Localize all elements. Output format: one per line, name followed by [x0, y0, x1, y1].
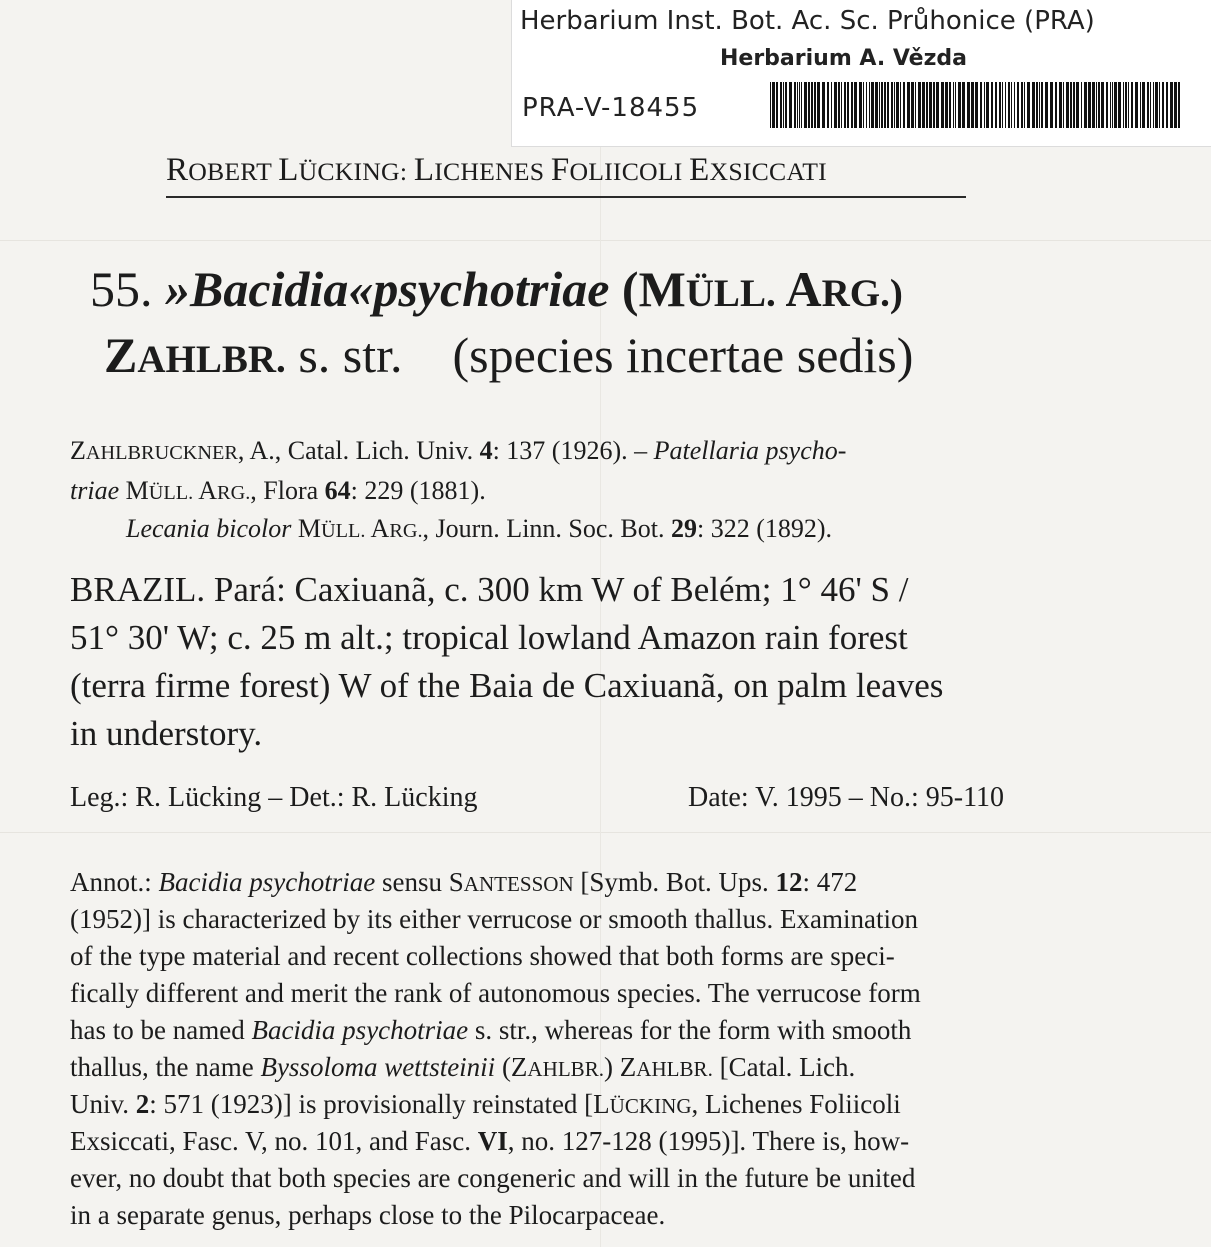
barcode-bar	[1118, 82, 1121, 128]
barcode-bar	[879, 82, 880, 128]
annotation-line: (1952)] is characterized by its either verrucose or smooth thallus. Examination	[70, 904, 918, 934]
barcode-bar	[971, 82, 974, 128]
date-number: Date: V. 1995 – No.: 95-110	[688, 782, 1005, 813]
barcode-bar	[1112, 82, 1113, 128]
barcode-bar	[814, 82, 816, 128]
series-title: ROBERT LÜCKING: LICHENES FOLIICOLI EXSICCATI	[166, 152, 827, 188]
annotation-line: fically different and merit the rank of autonomous species. The verrucose form	[70, 978, 921, 1008]
citation-line: ZAHLBRUCKNER, A., Catal. Lich. Univ. 4: 137 (1926). – Patellaria psycho-	[70, 436, 847, 465]
barcode-bar	[1081, 82, 1082, 128]
citation-line: Lecania bicolor MÜLL. ARG., Journ. Linn. Soc. Bot. 29: 322 (1892).	[126, 514, 833, 543]
barcode-bar	[984, 82, 985, 128]
barcode-bar	[891, 82, 893, 128]
barcode-bar	[911, 82, 914, 128]
barcode-bar	[903, 82, 905, 128]
barcode-bar	[808, 82, 810, 128]
barcode-bar	[1170, 82, 1173, 128]
barcode-bar	[797, 82, 798, 128]
barcode-bar	[859, 82, 862, 128]
barcode-bar	[922, 82, 925, 128]
barcode-bar	[1036, 82, 1038, 128]
barcode-bar	[986, 82, 989, 128]
barcode-bar	[822, 82, 825, 128]
annotation-line: thallus, the name Byssoloma wettsteinii (ZAHLBR.) ZAHLBR. [Catal. Lich.	[70, 1052, 856, 1082]
barcode-bar	[926, 82, 928, 128]
annotation-line: ever, no doubt that both species are congeneric and will in the future be united	[70, 1163, 916, 1193]
barcode-bar	[783, 82, 784, 128]
barcode-bar	[854, 82, 857, 128]
barcode-bar	[847, 82, 849, 128]
barcode-bar	[804, 82, 807, 128]
paper-fold-line	[0, 240, 1211, 241]
barcode-bar	[1070, 82, 1072, 128]
barcode-bar	[1092, 82, 1095, 128]
barcode-bar	[1096, 82, 1097, 128]
herbarium-name: Herbarium A. Vězda	[720, 46, 968, 71]
barcode-bar	[875, 82, 878, 128]
barcode-bar	[936, 82, 939, 128]
barcode-bar	[1147, 82, 1149, 128]
barcode-bar	[1131, 82, 1133, 128]
exsiccata-number: 55.	[90, 261, 165, 317]
barcode-bar	[907, 82, 910, 128]
barcode-bar	[770, 82, 771, 128]
barcode-bar	[918, 82, 921, 128]
barcode-bar	[1101, 82, 1104, 128]
barcode-bar	[980, 82, 982, 128]
barcode-bar	[967, 82, 970, 128]
locality-line: (terra firme forest) W of the Baia de Caxiuanã, on palm leaves	[70, 666, 944, 705]
barcode-bar	[844, 82, 846, 128]
barcode-bar	[838, 82, 840, 128]
annotation-line: of the type material and recent collections showed that both forms are speci-	[70, 941, 895, 971]
barcode-bar	[945, 82, 948, 128]
barcode-bar	[1014, 82, 1015, 128]
herbarium-sticker	[511, 0, 1211, 147]
barcode-bar	[1055, 82, 1057, 128]
annotation-line: has to be named Bacidia psychotriae s. str., whereas for the form with smooth	[70, 1015, 912, 1045]
species-title-line2: ZAHLBR. s. str. (species incertae sedis)	[104, 327, 914, 383]
barcode-bar	[991, 82, 993, 128]
barcode-bar	[896, 82, 899, 128]
barcode-bar	[962, 82, 965, 128]
barcode-bar	[780, 82, 782, 128]
specimen-id: PRA-V-18455	[522, 93, 700, 123]
barcode-bar	[1041, 82, 1043, 128]
barcode-bar	[941, 82, 944, 128]
barcode-bar	[817, 82, 820, 128]
barcode-bar	[894, 82, 895, 128]
barcode-bar	[1178, 82, 1180, 128]
barcode-icon	[770, 82, 1182, 128]
locality-line: 51° 30' W; c. 25 m alt.; tropical lowland Amazon rain forest	[70, 618, 908, 657]
barcode-bar	[881, 82, 883, 128]
species-title-line1: 55. »Bacidia«psychotriae (MÜLL. ARG.)	[90, 261, 903, 317]
barcode-bar	[1021, 82, 1023, 128]
barcode-bar	[1066, 82, 1069, 128]
genus-name: »Bacidia«	[165, 261, 374, 317]
barcode-bar	[851, 82, 853, 128]
barcode-bar	[1135, 82, 1138, 128]
barcode-bar	[999, 82, 1001, 128]
species-epithet: psychotriae	[373, 261, 622, 317]
barcode-bar	[1123, 82, 1124, 128]
barcode-bar	[955, 82, 956, 128]
barcode-bar	[869, 82, 870, 128]
barcode-bar	[915, 82, 916, 128]
barcode-bar	[811, 82, 813, 128]
barcode-bar	[1088, 82, 1091, 128]
barcode-bar	[1063, 82, 1064, 128]
barcode-bar	[929, 82, 932, 128]
citation-line: triae MÜLL. ARG., Flora 64: 229 (1881).	[70, 476, 486, 505]
barcode-bar	[1039, 82, 1040, 128]
barcode-bar	[1142, 82, 1145, 128]
annotation-line: in a separate genus, perhaps close to the Pilocarpaceae.	[70, 1200, 666, 1230]
annotation-line: Exsiccati, Fasc. V, no. 101, and Fasc. VI, no. 127-128 (1995)]. There is, how-	[70, 1126, 910, 1156]
barcode-bar	[1084, 82, 1087, 128]
barcode-bar	[799, 82, 800, 128]
barcode-bar	[1128, 82, 1129, 128]
barcode-bar	[933, 82, 935, 128]
locality-line: BRAZIL. Pará: Caxiuanã, c. 300 km W of Belém; 1° 46' S /	[70, 570, 909, 609]
barcode-bar	[834, 82, 837, 128]
barcode-bar	[1059, 82, 1062, 128]
barcode-bar	[1150, 82, 1151, 128]
barcode-bar	[1125, 82, 1127, 128]
barcode-bar	[1045, 82, 1048, 128]
barcode-bar	[1159, 82, 1160, 128]
barcode-bar	[975, 82, 978, 128]
barcode-bar	[789, 82, 792, 128]
barcode-bar	[1005, 82, 1006, 128]
barcode-bar	[1110, 82, 1111, 128]
barcode-bar	[794, 82, 796, 128]
annotation-line: Annot.: Bacidia psychotriae sensu SANTESSON [Symb. Bot. Ups. 12: 472	[70, 867, 858, 897]
barcode-bar	[827, 82, 829, 128]
barcode-bar	[1174, 82, 1177, 128]
barcode-bar	[871, 82, 874, 128]
barcode-bar	[1155, 82, 1158, 128]
barcode-bar	[1002, 82, 1003, 128]
barcode-bar	[1162, 82, 1164, 128]
barcode-bar	[900, 82, 901, 128]
barcode-bar	[1073, 82, 1075, 128]
barcode-bar	[887, 82, 889, 128]
barcode-bar	[1114, 82, 1117, 128]
series-underline	[166, 196, 966, 198]
paper-fold-line	[0, 832, 1211, 833]
barcode-bar	[776, 82, 778, 128]
barcode-bar	[831, 82, 832, 128]
barcode-bar	[863, 82, 864, 128]
taxonomic-status: (species incertae sedis)	[452, 327, 914, 383]
barcode-bar	[772, 82, 775, 128]
barcode-bar	[801, 82, 802, 128]
barcode-bar	[1076, 82, 1079, 128]
annotation-line: Univ. 2: 571 (1923)] is provisionally reinstated [LÜCKING, Lichenes Foliicoli	[70, 1089, 901, 1119]
barcode-bar	[1027, 82, 1030, 128]
collector-determiner: Leg.: R. Lücking – Det.: R. Lücking	[70, 782, 478, 813]
barcode-bar	[884, 82, 886, 128]
barcode-bar	[995, 82, 997, 128]
barcode-bar	[1140, 82, 1141, 128]
barcode-bar	[1032, 82, 1035, 128]
locality-line: in understory.	[70, 714, 263, 753]
barcode-bar	[841, 82, 842, 128]
barcode-bar	[949, 82, 951, 128]
barcode-bar	[1106, 82, 1108, 128]
barcode-bar	[1098, 82, 1100, 128]
barcode-bar	[1166, 82, 1168, 128]
barcode-bar	[1024, 82, 1025, 128]
barcode-bar	[958, 82, 961, 128]
barcode-bar	[1008, 82, 1010, 128]
barcode-bar	[785, 82, 787, 128]
barcode-bar	[1011, 82, 1012, 128]
barcode-bar	[1017, 82, 1019, 128]
barcode-bar	[1050, 82, 1053, 128]
barcode-bar	[1153, 82, 1154, 128]
barcode-bar	[866, 82, 867, 128]
barcode-bar	[953, 82, 954, 128]
institution-name: Herbarium Inst. Bot. Ac. Sc. Průhonice (PRA)	[520, 6, 1095, 36]
